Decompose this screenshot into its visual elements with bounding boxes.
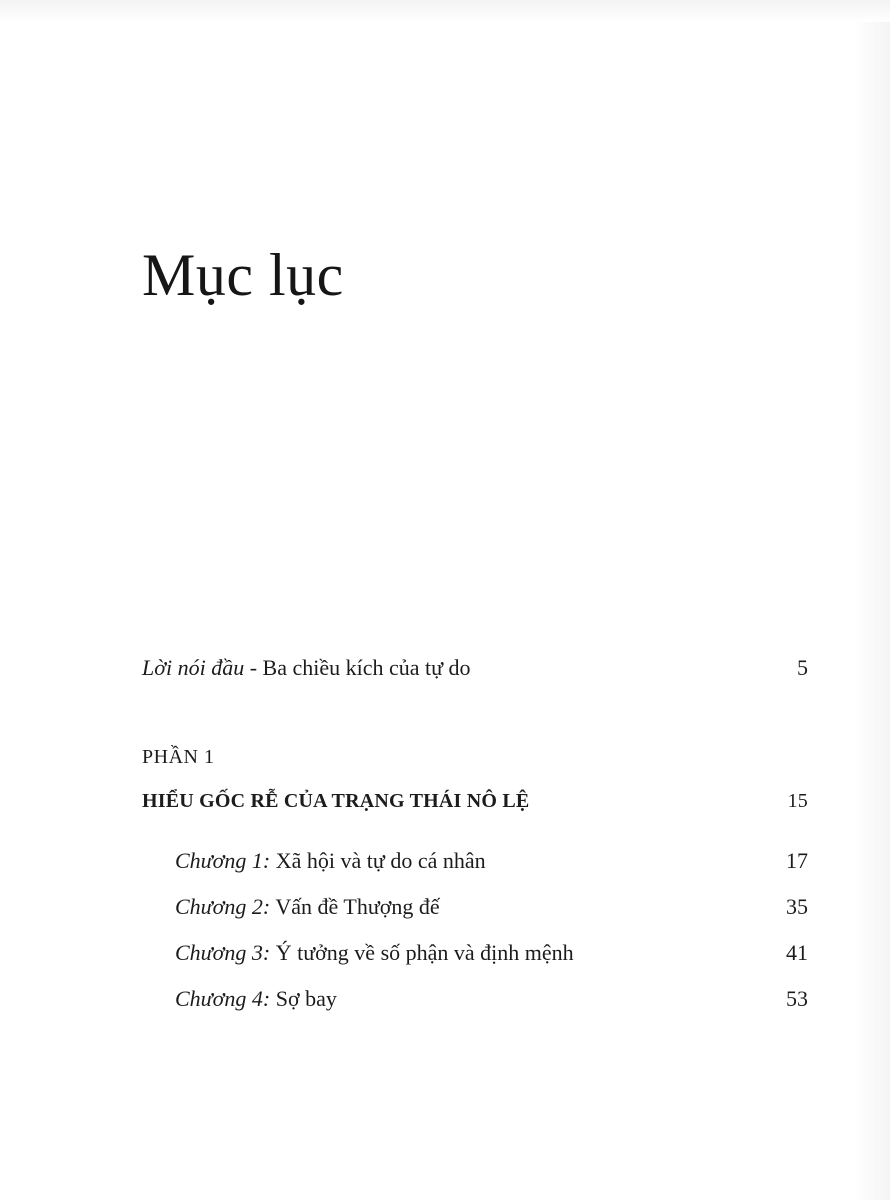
toc-entry-chapter-4: [175, 986, 808, 1012]
toc-entry-label: [142, 655, 471, 681]
foreword-italic-label: Lời nói đầu: [142, 655, 245, 680]
page-title: Mục lục: [142, 242, 344, 309]
chapter-prefix: Chương 4:: [175, 986, 271, 1011]
toc-page-number: 41: [786, 940, 808, 965]
toc-page-number: 15: [787, 790, 808, 812]
chapter-title: Xã hội và tự do cá nhân: [275, 848, 486, 873]
toc-entry-part-1: [142, 790, 808, 813]
chapter-title: Sợ bay: [275, 986, 337, 1011]
chapter-prefix: Chương 3:: [175, 940, 271, 965]
page-top-edge: [0, 0, 890, 22]
chapter-prefix: Chương 2:: [175, 894, 271, 919]
toc-entry-label: [175, 986, 337, 1012]
foreword-title: Ba chiều kích của tự do: [262, 655, 471, 680]
chapter-title: Vấn đề Thượng đế: [275, 894, 440, 919]
chapter-prefix: Chương 1:: [175, 848, 271, 873]
toc-entry-foreword: [142, 655, 808, 681]
toc-entry-chapter-2: [175, 894, 808, 920]
toc-entry-label: [175, 848, 486, 874]
chapter-title: Ý tưởng về số phận và định mệnh: [275, 940, 574, 965]
part-title: HIỂU GỐC RỄ CỦA TRẠNG THÁI NÔ LỆ: [142, 790, 530, 812]
toc-page-number: 5: [797, 655, 808, 680]
toc-entry-chapter-1: [175, 848, 808, 874]
foreword-separator: -: [244, 655, 263, 680]
toc-entry-label: [175, 894, 440, 920]
toc-page-number: 35: [786, 894, 808, 919]
toc-entry-chapter-3: [175, 940, 808, 966]
toc-page-number: 17: [786, 848, 808, 873]
part-label: PHẦN 1: [142, 746, 215, 768]
toc-entry-label: [175, 940, 574, 966]
toc-page-number: 53: [786, 986, 808, 1011]
